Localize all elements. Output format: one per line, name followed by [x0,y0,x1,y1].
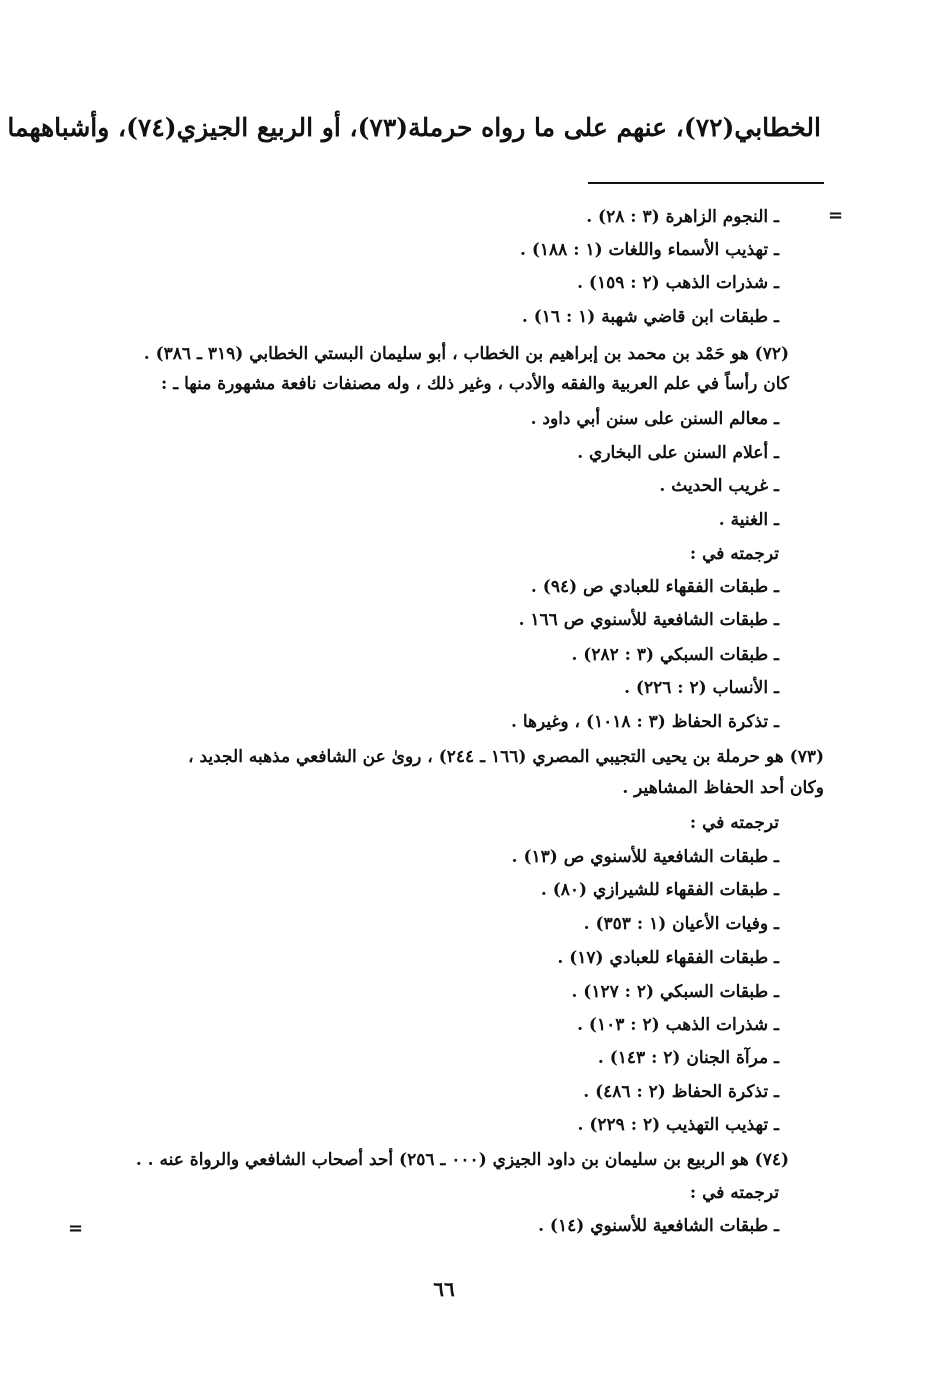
footnote-line: ـ تهذيب التهذيب (٢ : ٢٢٩) . [577,1115,779,1135]
footnote-separator [588,182,824,184]
footnote-74-heading: (٧٤) هو الربيع بن سليمان بن داود الجيزي (٠٠٠ ـ ٢٥٦) أحد أصحاب الشافعي والرواة عنه . . [135,1150,789,1170]
page-number: ٦٦ [433,1277,455,1301]
continuation-mark-bottom: = [68,1218,84,1239]
footnote-line: ـ طبقات ابن قاضي شهبة (١ : ١٦) . [521,307,779,327]
footnote-line: ـ طبقات الشافعية للأسنوي (١٤) . [538,1216,779,1236]
footnote-line: ـ طبقات الشافعية للأسنوي ص (١٣) . [511,847,779,867]
footnote-line: ـ تهذيب الأسماء واللغات (١ : ١٨٨) . [520,240,779,260]
footnote-line: ـ تذكرة الحفاظ (٣ : ١٠١٨) ، وغيرها . [511,712,779,732]
footnote-line: ـ أعلام السنن على البخاري . [577,443,779,463]
footnote-73-heading: (٧٣) هو حرملة بن يحيى التجيبي المصري (١٦٦ ـ ٢٤٤) ، روىٰ عن الشافعي مذهبه الجديد ، [188,747,824,767]
footnote-line: ترجمته في : [689,1183,779,1203]
footnote-72-heading: (٧٢) هو حَمْد بن محمد بن إبراهيم بن الخطاب ، أبو سليمان البستي الخطابي (٣١٩ ـ ٣٨٦) . [143,344,789,364]
main-text-line: الخطابي(٧٢)، عنهم على ما رواه حرملة(٧٣)، أو الربيع الجيزي(٧٤)، وأشباههما [7,113,821,142]
footnote-line: ـ معالم السنن على سنن أبي داود . [530,409,779,429]
footnote-line: ترجمته في : [689,813,779,833]
footnote-line: ـ طبقات الفقهاء للشيرازي (٨٠) . [540,880,779,900]
footnote-line: ترجمته في : [689,544,779,564]
footnote-line: ـ طبقات الفقهاء للعبادي (١٧) . [557,948,779,968]
footnote-line: ـ طبقات السبكي (٢ : ١٢٧) . [571,982,779,1002]
footnote-line: ـ شذرات الذهب (٢ : ١٠٣) . [577,1015,779,1035]
footnote-line: وكان أحد الحفاظ المشاهير . [622,778,824,798]
continuation-mark-top: = [828,205,844,226]
footnote-line: ـ طبقات الشافعية للأسنوي ص ١٦٦ . [518,610,779,630]
footnote-line: ـ طبقات السبكي (٣ : ٢٨٢) . [571,645,779,665]
footnote-line: ـ الأنساب (٢ : ٢٢٦) . [624,678,779,698]
footnote-line: ـ غريب الحديث . [659,476,779,496]
footnote-line: ـ تذكرة الحفاظ (٢ : ٤٨٦) . [583,1082,779,1102]
footnote-line: كان رأساً في علم العربية والفقه والأدب ، وغير ذلك ، وله مصنفات نافعة مشهورة منها ـ : [161,374,789,394]
footnote-line: ـ شذرات الذهب (٢ : ١٥٩) . [577,273,779,293]
footnote-line: ـ النجوم الزاهرة (٣ : ٢٨) . [586,207,779,227]
footnote-line: ـ وفيات الأعيان (١ : ٣٥٣) . [583,914,779,934]
footnote-line: ـ مرآة الجنان (٢ : ١٤٣) . [597,1048,779,1068]
footnote-line: ـ طبقات الفقهاء للعبادي ص (٩٤) . [530,577,779,597]
footnote-line: ـ الغنية . [718,510,779,530]
